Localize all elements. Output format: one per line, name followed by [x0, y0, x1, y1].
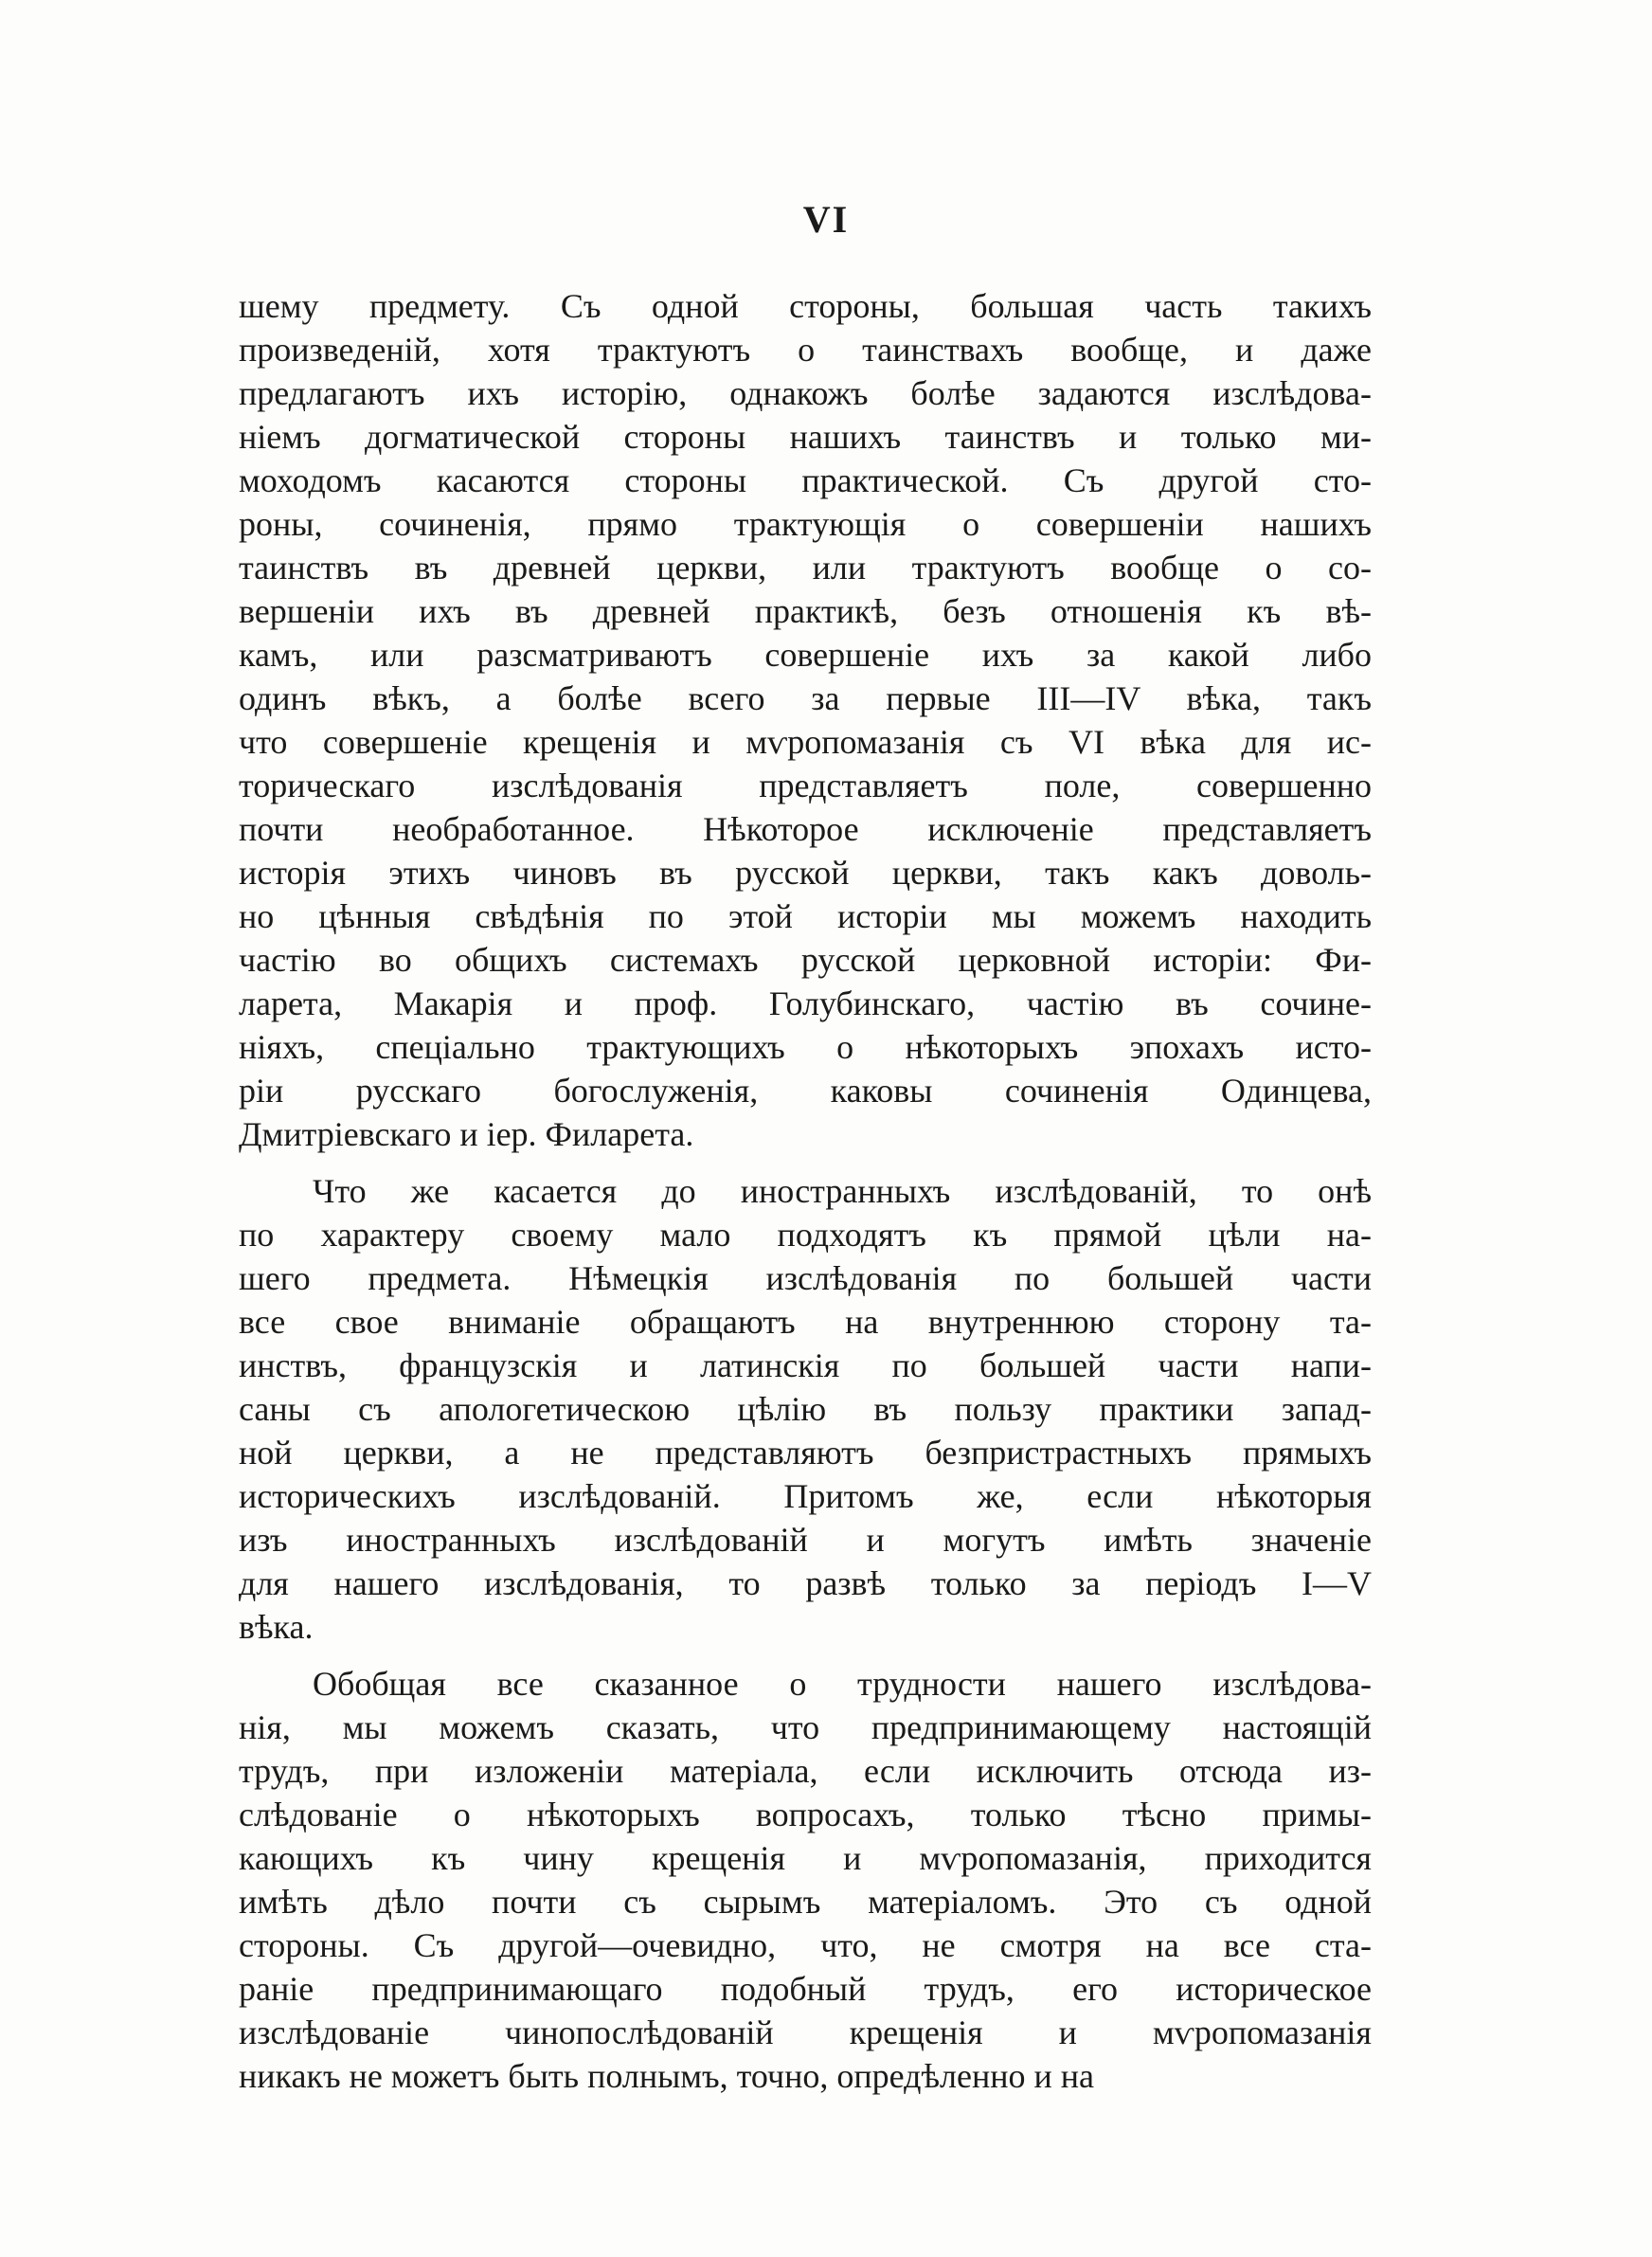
- text-line: шему предмету. Съ одной стороны, большая часть такихъ: [239, 287, 1372, 325]
- text-line: Обобщая все сказанное о трудности нашего изслѣдова-: [313, 1665, 1372, 1703]
- text-line: никакъ не можетъ быть полнымъ, точно, опредѣленно и на: [239, 2057, 1094, 2095]
- text-line: но цѣнныя свѣдѣнія по этой исторіи мы можемъ находить: [239, 897, 1372, 935]
- text-line: частію во общихъ системахъ русской церковной исторіи: Фи-: [239, 941, 1372, 979]
- text-line: слѣдованіе о нѣкоторыхъ вопросахъ, только тѣсно примы-: [239, 1796, 1372, 1833]
- text-line: Дмитріевскаго и іер. Филарета.: [239, 1115, 694, 1153]
- text-line: вершеніи ихъ въ древней практикѣ, безъ отношенія къ вѣ-: [239, 592, 1372, 630]
- text-line: почти необработанное. Нѣкоторое исключеніе представляетъ: [239, 810, 1372, 848]
- text-line: предлагаютъ ихъ исторію, однакожъ болѣе задаются изслѣдова-: [239, 374, 1372, 412]
- text-line: раніе предпринимающаго подобный трудъ, его историческое: [239, 1970, 1372, 2008]
- text-line: имѣть дѣло почти съ сырымъ матеріаломъ. Это съ одной: [239, 1883, 1372, 1921]
- text-line: инствъ, французскія и латинскія по большей части напи-: [239, 1346, 1372, 1384]
- text-line: ніемъ догматической стороны нашихъ таинствъ и только ми-: [239, 418, 1372, 456]
- text-line: изъ иностранныхъ изслѣдованій и могутъ имѣть значеніе: [239, 1521, 1372, 1559]
- paragraph: [239, 284, 1372, 1156]
- text-line: кающихъ къ чину крещенія и мѵропомазанія, приходится: [239, 1839, 1372, 1877]
- text-line: ной церкви, а не представляютъ безпристрастныхъ прямыхъ: [239, 1434, 1372, 1472]
- text-line: ріи русскаго богослуженія, каковы сочиненія Одинцева,: [239, 1072, 1372, 1110]
- text-line: торическаго изслѣдованія представляетъ поле, совершенно: [239, 767, 1372, 804]
- text-line: саны съ апологетическою цѣлію въ пользу практики запад-: [239, 1390, 1372, 1428]
- page-number: VI: [802, 198, 850, 241]
- text-line: таинствъ въ древней церкви, или трактуютъ вообще о со-: [239, 549, 1372, 587]
- text-line: камъ, или разсматриваютъ совершеніе ихъ за какой либо: [239, 636, 1372, 674]
- text-line: произведеній, хотя трактуютъ о таинствахъ вообще, и даже: [239, 331, 1372, 369]
- text-line: для нашего изслѣдованія, то развѣ только за періодъ I—V: [239, 1564, 1372, 1602]
- text-line: исторія этихъ чиновъ въ русской церкви, такъ какъ доволь-: [239, 854, 1372, 892]
- text-line: роны, сочиненія, прямо трактующія о совершеніи нашихъ: [239, 505, 1372, 543]
- text-line: вѣка.: [239, 1608, 314, 1646]
- text-line: ніяхъ, спеціально трактующихъ о нѣкоторыхъ эпохахъ исто-: [239, 1028, 1372, 1066]
- text-line: историческихъ изслѣдованій. Притомъ же, если нѣкоторыя: [239, 1477, 1372, 1515]
- text-line: все свое вниманіе обращаютъ на внутреннюю сторону та-: [239, 1303, 1372, 1341]
- text-line: ларета, Макарія и проф. Голубинскаго, частію въ сочине-: [239, 984, 1372, 1022]
- text-line: Что же касается до иностранныхъ изслѣдованій, то онѣ: [313, 1172, 1372, 1210]
- text-line: нія, мы можемъ сказать, что предпринимающему настоящій: [239, 1708, 1372, 1746]
- body-text: [239, 284, 1372, 2111]
- text-line: шего предмета. Нѣмецкія изслѣдованія по большей части: [239, 1259, 1372, 1297]
- paragraph: [239, 1169, 1372, 1649]
- paragraph: [239, 1662, 1372, 2098]
- text-line: изслѣдованіе чинопослѣдованій крещенія и мѵропомазанія: [239, 2013, 1372, 2051]
- text-line: моходомъ касаются стороны практической. Съ другой сто-: [239, 461, 1372, 499]
- text-line: трудъ, при изложеніи матеріала, если исключить отсюда из-: [239, 1752, 1372, 1790]
- text-line: одинъ вѣкъ, а болѣе всего за первые III—IV вѣка, такъ: [239, 679, 1372, 717]
- text-line: стороны. Съ другой—очевидно, что, не смотря на все ста-: [239, 1926, 1372, 1964]
- text-line: что совершеніе крещенія и мѵропомазанія съ VI вѣка для ис-: [239, 723, 1372, 761]
- text-line: по характеру своему мало подходятъ къ прямой цѣли на-: [239, 1216, 1372, 1254]
